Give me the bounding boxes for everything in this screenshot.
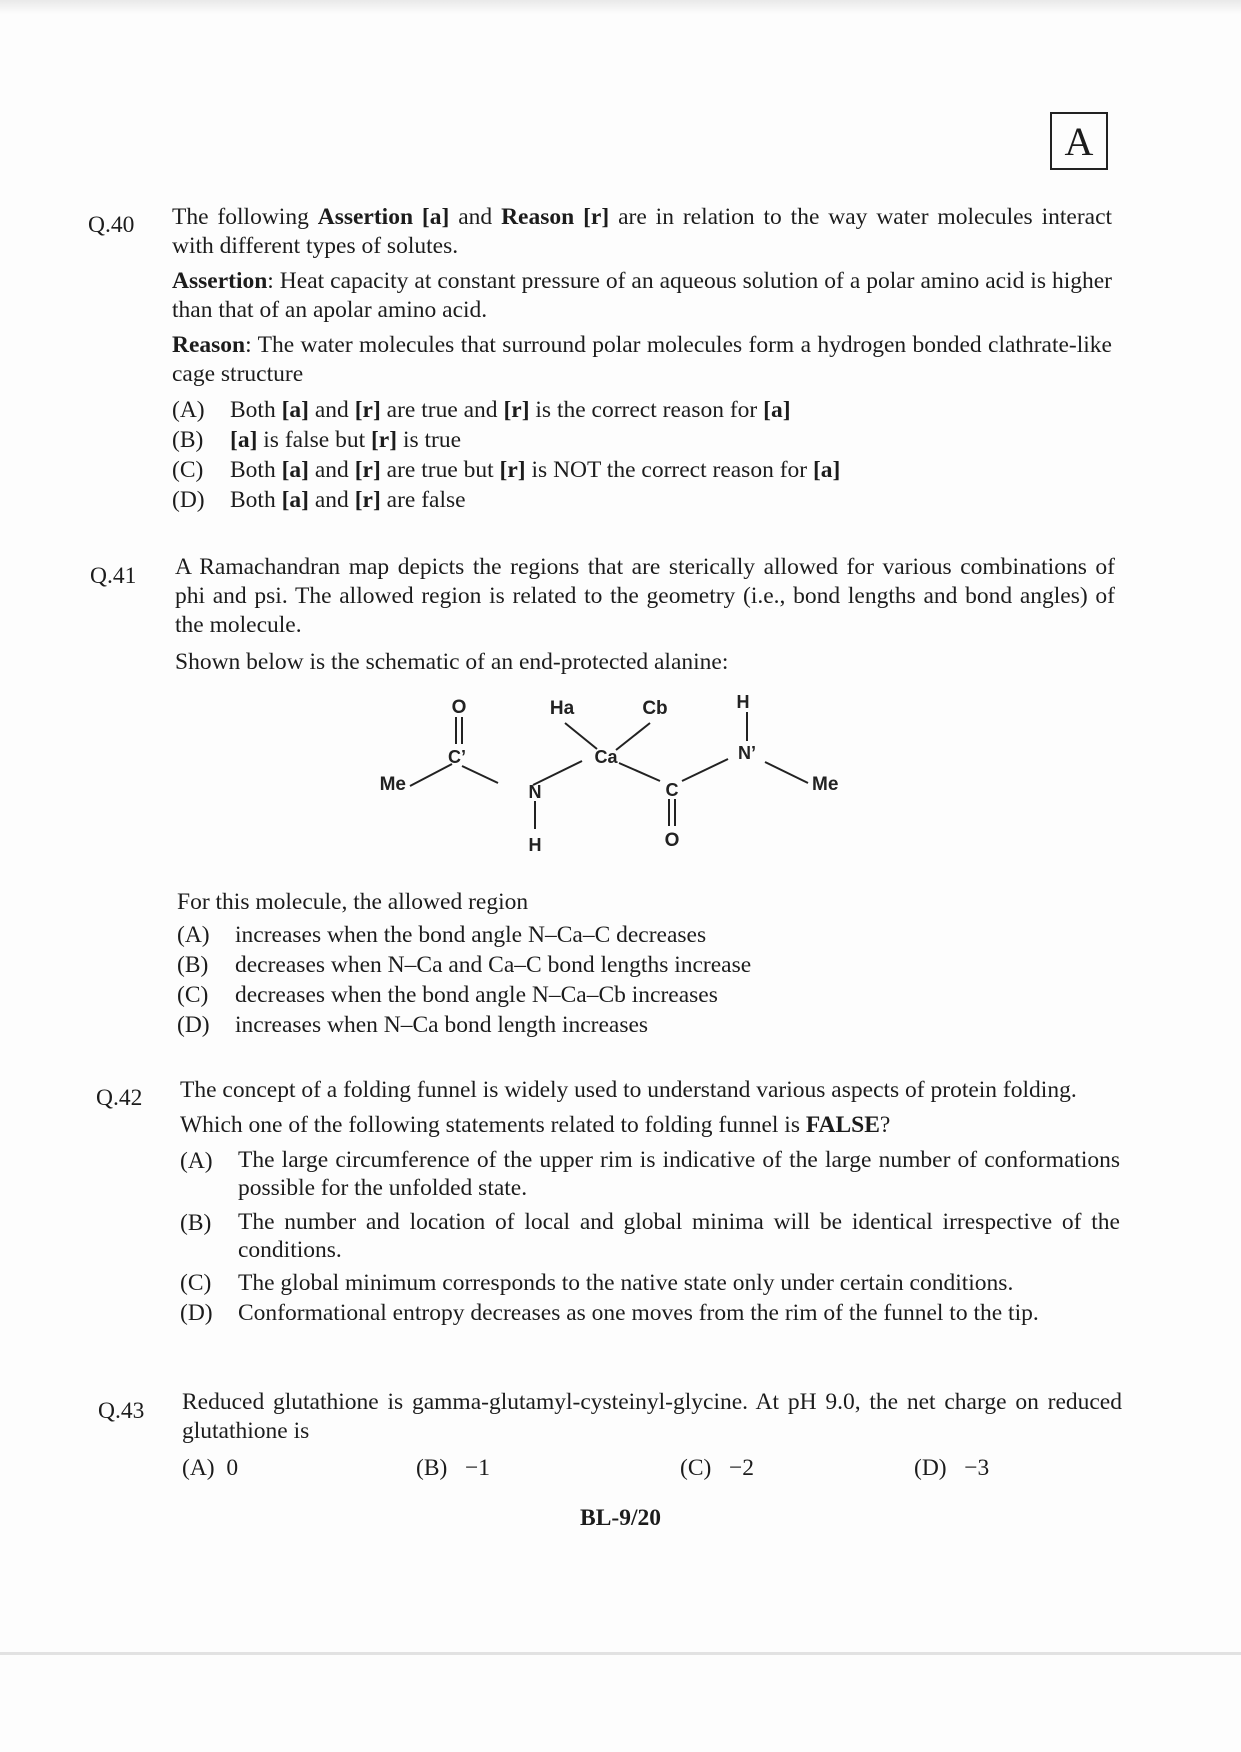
scan-bottom-edge	[0, 1652, 1241, 1655]
q41-schematic-caption: Shown below is the schematic of an end-protected alanine:	[175, 649, 729, 675]
cb-label: Cb	[642, 698, 668, 719]
question-43	[182, 1388, 1122, 1483]
q43-options	[182, 1454, 1122, 1483]
scan-top-shading	[0, 0, 1241, 14]
page-footer: BL-9/20	[580, 1505, 661, 1531]
question-41-continued	[177, 888, 1117, 1040]
question-41	[175, 553, 1115, 677]
option-c[interactable]: (C) Both [a] and [r] are true but [r] is NOT the correct reason for [a]	[172, 457, 841, 483]
option-a[interactable]: (A) Both [a] and [r] are true and [r] is the correct reason for [a]	[172, 397, 791, 423]
question-number: Q.41	[90, 563, 137, 589]
option-c[interactable]: (C) decreases when the bond angle N–Ca–Cb increases	[177, 982, 718, 1008]
carbonyl-oxygen-label: O	[451, 697, 467, 718]
ca-label: Ca	[594, 747, 618, 767]
q41-options	[177, 920, 1117, 1040]
option-a[interactable]: (A) increases when the bond angle N–Ca–C decreases	[177, 922, 707, 948]
q43-stem: Reduced glutathione is gamma-glutamyl-cysteinyl-glycine. At pH 9.0, the net charge on reduced glutathione is	[182, 1389, 1122, 1444]
option-d[interactable]: (D) Both [a] and [r] are false	[172, 487, 466, 513]
option-b[interactable]: (B) decreases when N–Ca and Ca–C bond lengths increase	[177, 952, 752, 978]
q40-options	[172, 395, 1112, 515]
amide-h-top-label: H	[736, 692, 750, 712]
carbonyl-oxygen-bottom-label: O	[664, 830, 680, 851]
n-prime-label: N’	[738, 743, 756, 763]
q40-assertion: Assertion: Heat capacity at constant pressure of an aqueous solution of a polar amino acid is higher than that of an apolar amino acid.	[172, 268, 1112, 323]
me-right-label: Me	[812, 774, 839, 795]
q41-prompt: For this molecule, the allowed region	[177, 889, 529, 915]
ha-label: Ha	[549, 698, 575, 719]
n-label: N	[528, 782, 542, 802]
alanine-schematic	[360, 686, 860, 866]
question-number: Q.43	[98, 1398, 145, 1424]
bonds	[410, 712, 808, 829]
option-d[interactable]: (D) Conformational entropy decreases as one moves from the rim of the funnel to the tip.	[180, 1300, 1039, 1326]
option-b[interactable]: (B) [a] is false but [r] is true	[172, 427, 462, 453]
option-c[interactable]: (C) The global minimum corresponds to the native state only under certain conditions.	[180, 1270, 1014, 1296]
c-prime-label: C’	[448, 747, 466, 767]
question-number: Q.40	[88, 212, 135, 238]
q40-reason: Reason: The water molecules that surround polar molecules form a hydrogen bonded clathrate-like cage structure	[172, 332, 1112, 387]
option-c[interactable]: (C) −2	[680, 1455, 754, 1481]
question-40	[172, 203, 1112, 515]
option-a[interactable]: (A) The large circumference of the upper rim is indicative of the large number of conformations possible for the unfolded state.	[180, 1147, 1120, 1201]
c-label: C	[665, 780, 679, 800]
question-42	[180, 1076, 1120, 1328]
option-d[interactable]: (D) −3	[914, 1455, 990, 1481]
q42-stem: The concept of a folding funnel is widely used to understand various aspects of protein folding.	[180, 1077, 1077, 1103]
option-a[interactable]: (A) 0	[182, 1455, 239, 1481]
option-d[interactable]: (D) increases when N–Ca bond length increases	[177, 1012, 649, 1038]
amide-h-label: H	[528, 835, 542, 855]
q41-stem: A Ramachandran map depicts the regions that are sterically allowed for various combinations of phi and psi. The allowed region is related to the geometry (i.e., bond lengths and bond angles) of the molecule.	[175, 554, 1115, 638]
option-b[interactable]: (B) The number and location of local and global minima will be identical irrespective of the conditions.	[180, 1209, 1120, 1263]
option-b[interactable]: (B) −1	[416, 1455, 490, 1481]
question-number: Q.42	[96, 1085, 143, 1111]
q42-options	[180, 1146, 1120, 1328]
q40-intro: The following Assertion [a] and Reason [r] are in relation to the way water molecules interact with different types of solutes.	[172, 204, 1113, 259]
set-code-box: A	[1050, 112, 1108, 170]
q42-question: Which one of the following statements related to folding funnel is FALSE?	[180, 1112, 891, 1138]
me-left-label: Me	[379, 774, 406, 795]
